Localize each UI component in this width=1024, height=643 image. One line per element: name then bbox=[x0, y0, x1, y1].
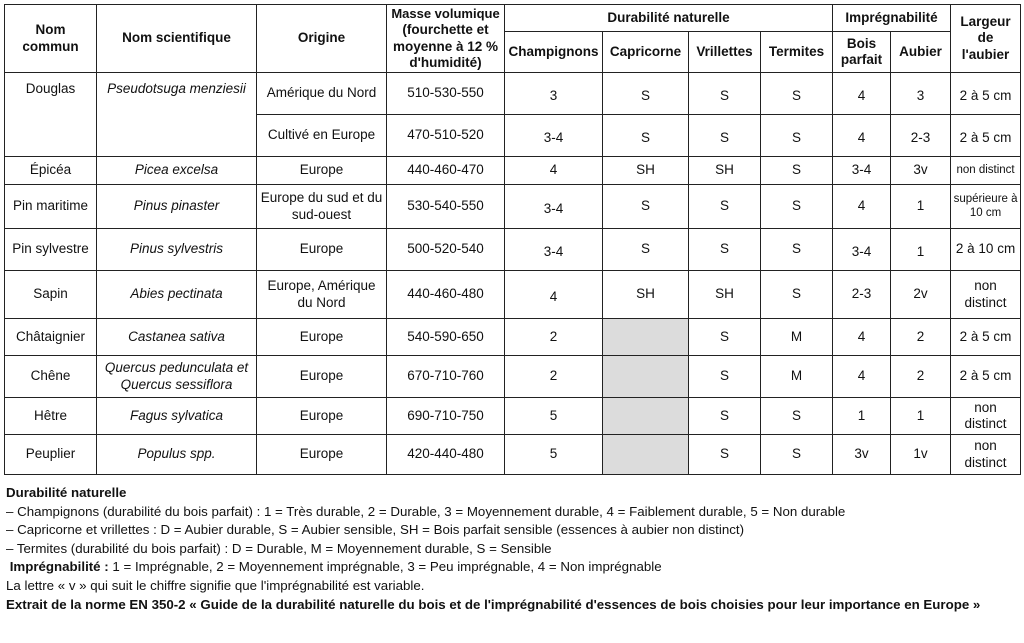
value-bois-parfait: 4 bbox=[857, 130, 866, 146]
cell-masse: 510-530-550 bbox=[387, 73, 505, 115]
cell-largeur: 2 à 10 cm bbox=[951, 229, 1021, 271]
cell-origine: Amérique du Nord bbox=[257, 73, 387, 115]
table-row bbox=[5, 73, 1021, 115]
header-termites: Termites bbox=[761, 32, 833, 73]
cell-champignons: 4 bbox=[505, 157, 603, 185]
value-bois-parfait: 4 bbox=[857, 88, 866, 104]
cell-capricorne bbox=[603, 115, 689, 157]
cell-masse: 500-520-540 bbox=[387, 229, 505, 271]
cell-origine: Europe bbox=[257, 435, 387, 475]
cell-origine: Cultivé en Europe bbox=[257, 115, 387, 157]
value-champignons: 3 bbox=[549, 88, 558, 104]
cell-bois-parfait: 4 bbox=[833, 356, 891, 398]
cell-champignons: 2 bbox=[505, 356, 603, 398]
cell-largeur: non distinct bbox=[951, 157, 1021, 185]
cell-champignons bbox=[505, 229, 603, 271]
cell-termites: S bbox=[761, 435, 833, 475]
cell-aubier bbox=[891, 73, 951, 115]
header-masse-sub: (fourchette et moyenne à 12 % d'humidité) bbox=[392, 22, 499, 70]
cell-masse: 670-710-760 bbox=[387, 356, 505, 398]
cell-largeur: non distinct bbox=[951, 398, 1021, 435]
cell-bois-parfait: 3-4 bbox=[833, 157, 891, 185]
value-capricorne: S bbox=[640, 130, 650, 146]
cell-aubier bbox=[891, 115, 951, 157]
cell-nom: Épicéa bbox=[5, 157, 97, 185]
cell-capricorne: SH bbox=[603, 157, 689, 185]
value-largeur: 2 à 5 cm bbox=[959, 88, 1012, 104]
header-nom-commun: Nom commun bbox=[5, 5, 97, 73]
cell-largeur: non distinct bbox=[951, 435, 1021, 475]
note-champignons: – Champignons (durabilité du bois parfait) : 1 = Très durable, 2 = Durable, 3 = Moyennement durable, 4 = Faiblement durable, 5 = Non durable bbox=[6, 503, 846, 519]
value-vrillettes: S bbox=[719, 88, 729, 104]
cell-vrillettes: S bbox=[689, 435, 761, 475]
note-impregnabilite-label: Imprégnabilité : bbox=[9, 559, 109, 575]
cell-largeur: supérieure à 10 cm bbox=[951, 185, 1021, 229]
cell-largeur: 2 à 5 cm bbox=[951, 356, 1021, 398]
cell-bois-parfait bbox=[833, 73, 891, 115]
value-termites: S bbox=[792, 88, 802, 104]
source-citation: Extrait de la norme EN 350-2 « Guide de la durabilité naturelle du bois et de l'imprégnabilité d'essences de bois choisies pour leur importance en Europe » bbox=[6, 596, 981, 612]
table-row bbox=[5, 229, 1021, 271]
cell-capricorne bbox=[603, 73, 689, 115]
cell-scientific: Pseudotsuga menziesii bbox=[97, 73, 257, 157]
cell-largeur bbox=[951, 73, 1021, 115]
value-champignons: 3-4 bbox=[543, 201, 564, 217]
cell-nom: Douglas bbox=[5, 73, 97, 157]
cell-champignons bbox=[505, 73, 603, 115]
cell-nom: Pin sylvestre bbox=[5, 229, 97, 271]
header-impregnabilite: Imprégnabilité bbox=[833, 5, 951, 32]
value-champignons: 3-4 bbox=[543, 244, 564, 260]
header-champignons: Champignons bbox=[505, 32, 603, 73]
header-nom-scientifique: Nom scientifique bbox=[97, 5, 257, 73]
value-bois-parfait: 3-4 bbox=[851, 244, 872, 260]
cell-aubier: 3v bbox=[891, 157, 951, 185]
cell-champignons bbox=[505, 271, 603, 319]
value-vrillettes: S bbox=[719, 130, 729, 146]
cell-origine: Europe bbox=[257, 319, 387, 356]
cell-masse: 440-460-480 bbox=[387, 271, 505, 319]
cell-capricorne bbox=[603, 319, 689, 356]
header-vrillettes: Vrillettes bbox=[689, 32, 761, 73]
cell-largeur bbox=[951, 115, 1021, 157]
cell-origine: Europe bbox=[257, 356, 387, 398]
cell-scientific: Populus spp. bbox=[97, 435, 257, 475]
cell-nom: Pin maritime bbox=[5, 185, 97, 229]
cell-bois-parfait: 2-3 bbox=[833, 271, 891, 319]
value-largeur: 2 à 5 cm bbox=[959, 130, 1012, 146]
cell-capricorne bbox=[603, 435, 689, 475]
note-variable: La lettre « v » qui suit le chiffre signifie que l'imprégnabilité est variable. bbox=[6, 577, 425, 593]
cell-scientific: Fagus sylvatica bbox=[97, 398, 257, 435]
table-row bbox=[5, 435, 1021, 475]
cell-champignons: 2 bbox=[505, 319, 603, 356]
header-capricorne: Capricorne bbox=[603, 32, 689, 73]
cell-origine: Europe, Amérique du Nord bbox=[257, 271, 387, 319]
cell-termites: S bbox=[761, 185, 833, 229]
value-champignons: 4 bbox=[549, 289, 558, 305]
cell-origine: Europe bbox=[257, 229, 387, 271]
header-masse-title: Masse volumique bbox=[391, 6, 500, 22]
cell-vrillettes: SH bbox=[689, 157, 761, 185]
cell-nom: Hêtre bbox=[5, 398, 97, 435]
cell-bois-parfait: 3v bbox=[833, 435, 891, 475]
cell-aubier: 1 bbox=[891, 398, 951, 435]
cell-nom: Châtaignier bbox=[5, 319, 97, 356]
cell-largeur: 2 à 5 cm bbox=[951, 319, 1021, 356]
table-row bbox=[5, 157, 1021, 185]
header-masse-volumique bbox=[387, 5, 505, 73]
value-aubier: 1 bbox=[916, 244, 925, 260]
cell-scientific: Pinus sylvestris bbox=[97, 229, 257, 271]
cell-termites: S bbox=[761, 398, 833, 435]
note-impregnabilite-text: 1 = Imprégnable, 2 = Moyennement imprégnable, 3 = Peu imprégnable, 4 = Non imprégnable bbox=[108, 559, 662, 575]
table-row bbox=[5, 185, 1021, 229]
cell-bois-parfait bbox=[833, 115, 891, 157]
cell-termites: S bbox=[761, 157, 833, 185]
cell-origine: Europe bbox=[257, 157, 387, 185]
note-termites: – Termites (durabilité du bois parfait) : D = Durable, M = Moyennement durable, S = Sensible bbox=[6, 540, 552, 556]
cell-origine: Europe du sud et du sud-ouest bbox=[257, 185, 387, 229]
cell-aubier bbox=[891, 229, 951, 271]
cell-origine: Europe bbox=[257, 398, 387, 435]
table-row bbox=[5, 271, 1021, 319]
cell-bois-parfait: 4 bbox=[833, 319, 891, 356]
cell-vrillettes: S bbox=[689, 229, 761, 271]
cell-largeur: non distinct bbox=[951, 271, 1021, 319]
note-impregnabilite bbox=[6, 558, 1020, 577]
cell-masse: 690-710-750 bbox=[387, 398, 505, 435]
cell-termites bbox=[761, 73, 833, 115]
cell-termites: M bbox=[761, 356, 833, 398]
cell-vrillettes: S bbox=[689, 356, 761, 398]
cell-capricorne: S bbox=[603, 229, 689, 271]
cell-vrillettes bbox=[689, 73, 761, 115]
header-origine: Origine bbox=[257, 5, 387, 73]
cell-aubier: 1 bbox=[891, 185, 951, 229]
cell-scientific: Abies pectinata bbox=[97, 271, 257, 319]
cell-scientific: Quercus pedunculata et Quercus sessiflora bbox=[97, 356, 257, 398]
cell-masse: 440-460-470 bbox=[387, 157, 505, 185]
cell-bois-parfait bbox=[833, 229, 891, 271]
cell-champignons bbox=[505, 115, 603, 157]
table-row bbox=[5, 356, 1021, 398]
cell-nom: Chêne bbox=[5, 356, 97, 398]
cell-nom: Peuplier bbox=[5, 435, 97, 475]
notes-title: Durabilité naturelle bbox=[6, 485, 127, 500]
value-champignons: 3-4 bbox=[543, 130, 564, 146]
cell-aubier: 2v bbox=[891, 271, 951, 319]
header-durabilite: Durabilité naturelle bbox=[505, 5, 833, 32]
cell-termites bbox=[761, 115, 833, 157]
value-capricorne: S bbox=[640, 88, 650, 104]
cell-capricorne: S bbox=[603, 185, 689, 229]
cell-bois-parfait: 4 bbox=[833, 185, 891, 229]
cell-capricorne bbox=[603, 398, 689, 435]
cell-masse: 470-510-520 bbox=[387, 115, 505, 157]
cell-vrillettes: S bbox=[689, 185, 761, 229]
cell-termites: M bbox=[761, 319, 833, 356]
value-termites: S bbox=[792, 130, 802, 146]
cell-masse: 420-440-480 bbox=[387, 435, 505, 475]
table-row bbox=[5, 398, 1021, 435]
cell-masse: 540-590-650 bbox=[387, 319, 505, 356]
cell-champignons bbox=[505, 185, 603, 229]
cell-vrillettes: S bbox=[689, 398, 761, 435]
header-bois-parfait: Bois parfait bbox=[833, 32, 891, 73]
cell-capricorne bbox=[603, 356, 689, 398]
value-aubier: 3 bbox=[916, 88, 925, 104]
cell-masse: 530-540-550 bbox=[387, 185, 505, 229]
cell-aubier: 2 bbox=[891, 319, 951, 356]
cell-vrillettes bbox=[689, 115, 761, 157]
cell-champignons: 5 bbox=[505, 398, 603, 435]
cell-scientific: Pinus pinaster bbox=[97, 185, 257, 229]
cell-champignons: 5 bbox=[505, 435, 603, 475]
wood-properties-table bbox=[4, 4, 1021, 475]
cell-vrillettes: SH bbox=[689, 271, 761, 319]
cell-scientific: Castanea sativa bbox=[97, 319, 257, 356]
value-aubier: 2-3 bbox=[910, 130, 931, 146]
cell-capricorne: SH bbox=[603, 271, 689, 319]
cell-vrillettes: S bbox=[689, 319, 761, 356]
table-row bbox=[5, 319, 1021, 356]
header-aubier: Aubier bbox=[891, 32, 951, 73]
cell-aubier: 2 bbox=[891, 356, 951, 398]
note-capricorne: – Capricorne et vrillettes : D = Aubier durable, S = Aubier sensible, SH = Bois parfait sensible (essences à aubier non distinct) bbox=[6, 522, 744, 538]
cell-aubier: 1v bbox=[891, 435, 951, 475]
legend-notes bbox=[6, 484, 1020, 614]
cell-bois-parfait: 1 bbox=[833, 398, 891, 435]
cell-termites: S bbox=[761, 271, 833, 319]
header-largeur-aubier: Largeur de l'aubier bbox=[951, 5, 1021, 73]
cell-nom: Sapin bbox=[5, 271, 97, 319]
cell-termites: S bbox=[761, 229, 833, 271]
cell-scientific: Picea excelsa bbox=[97, 157, 257, 185]
